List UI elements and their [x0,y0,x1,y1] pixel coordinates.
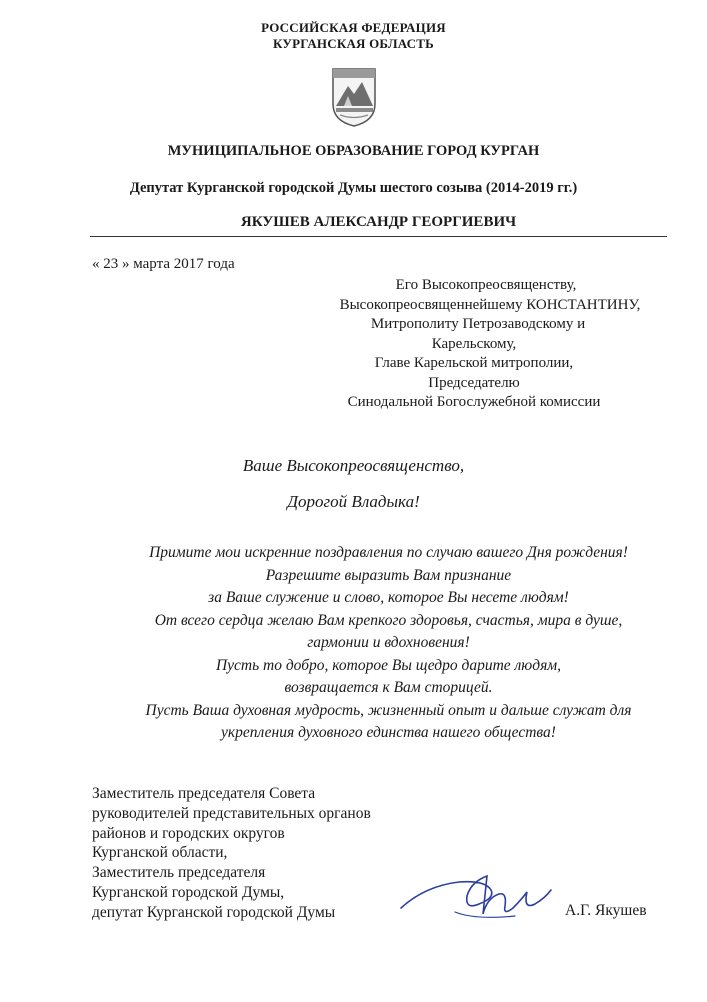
deputy-title: Депутат Курганской городской Думы шестого созыва (2014-2019 гг.) [129,180,578,196]
body-line: Пусть Ваша духовная мудрость, жизненный опыт и дальше служат для [145,701,632,719]
body-line: От всего сердца желаю Вам крепкого здоровья, счастья, мира в душе, [154,611,623,629]
signature-line: Заместитель председателя Совета [92,785,316,802]
body-line: возвращается к Вам сторицей. [284,679,493,696]
signature-line: Курганской городской Думы, [92,883,285,901]
signer-name: А.Г. Якушев [565,902,647,919]
header-divider [90,236,667,237]
letter-body [90,542,687,745]
signature-line: Курганской области, [92,844,228,862]
signature-block [92,784,371,923]
body-line: укрепления духовного единства нашего общества! [221,724,556,741]
body-line: Пусть то добро, которое Вы щедро дарите людям, [215,656,562,674]
body-line: Разрешите выразить Вам признание [265,566,512,584]
body-line: гармонии и вдохновения! [307,634,470,651]
municipality-title: МУНИЦИПАЛЬНОЕ ОБРАЗОВАНИЕ ГОРОД КУРГАН [167,143,540,159]
signature-line: руководителей представительных органов [92,804,371,822]
salutation-line-2: Дорогой Владыка! [287,492,420,511]
body-line: Примите мои искренние поздравления по случаю вашего Дня рождения! [149,544,628,561]
letter-date: « 23 » марта 2017 года [92,256,235,272]
addressee-line: Карельскому, [431,335,517,352]
addressee-line: Его Высокопреосвященству, [395,277,577,293]
deputy-name: ЯКУШЕВ АЛЕКСАНДР ГЕОРГИЕВИЧ [240,214,517,230]
coat-of-arms-emblem [330,66,378,128]
header-country: РОССИЙСКАЯ ФЕДЕРАЦИЯ [261,20,446,35]
header-region: КУРГАНСКАЯ ОБЛАСТЬ [273,36,434,51]
salutation-line-1: Ваше Высокопреосвященство, [242,456,465,475]
handwritten-signature [395,868,555,938]
addressee-line: Митрополиту Петрозаводскому и [370,316,586,332]
addressee-block [300,276,680,413]
addressee-line: Синодальной Богослужебной комиссии [347,394,601,410]
signature-line: районов и городских округов [92,824,285,842]
addressee-line: Высокопреосвященнейшему КОНСТАНТИНУ, [339,296,641,313]
signature-line: Заместитель председателя [92,864,266,882]
addressee-line: Главе Карельской митрополии, [374,355,574,371]
body-line: за Ваше служение и слово, которое Вы несете людям! [208,589,569,606]
addressee-line: Председателю [428,374,520,391]
signature-line: депутат Курганской городской Думы [92,903,336,921]
